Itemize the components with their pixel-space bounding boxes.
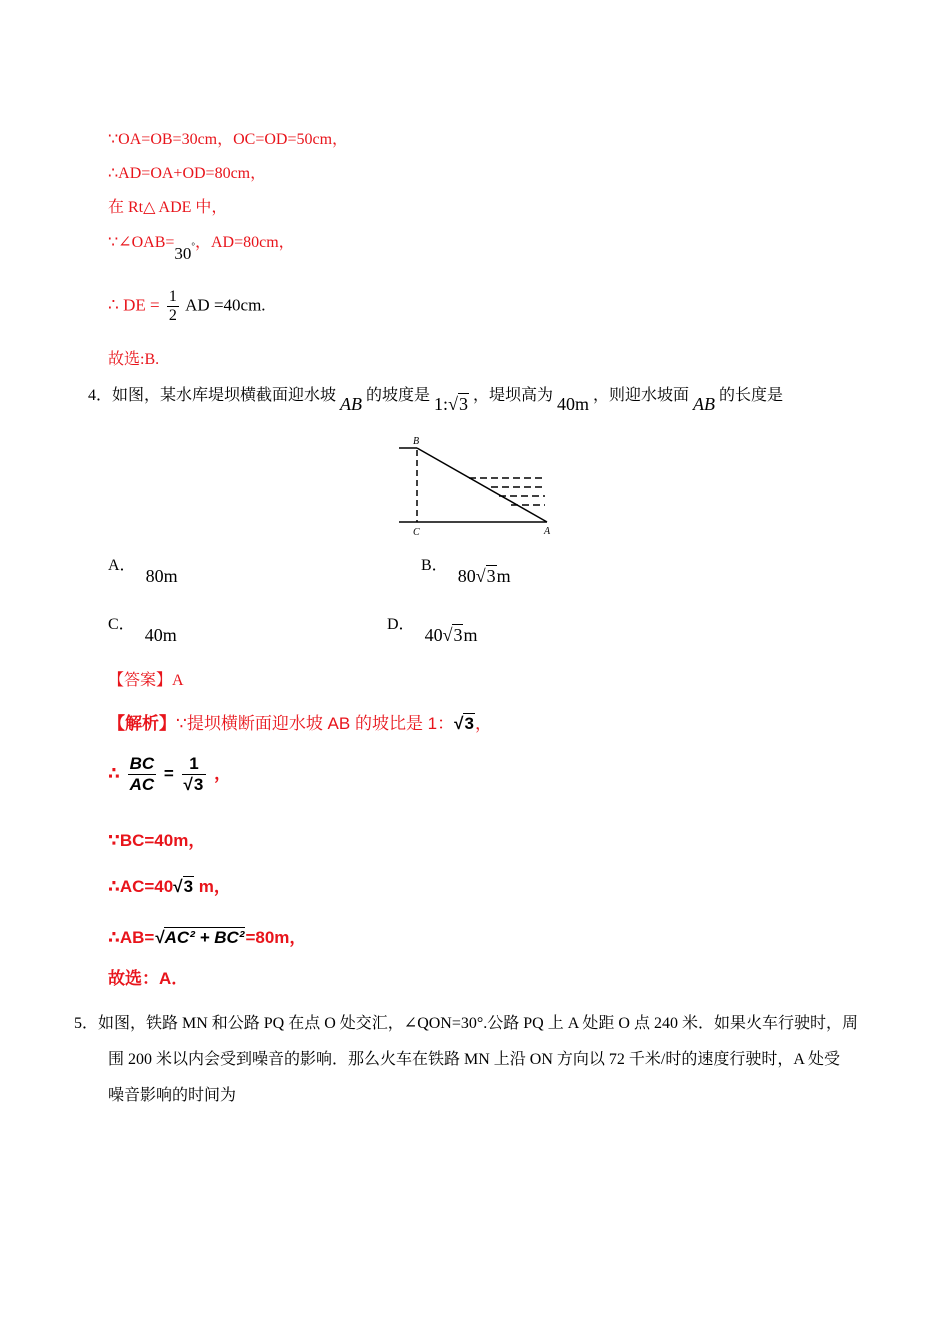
option-d[interactable] [387, 611, 478, 645]
segment-ab-2: AB [693, 394, 715, 414]
sqrt-three: √3 [454, 714, 474, 733]
dam-cross-section-figure [395, 430, 555, 540]
unit: m [496, 566, 511, 586]
question-5-line-1: 5．如图，铁路 MN 和公路 PQ 在点 O 处交汇，∠QON=30°.公路 PQ 上 A 处距 O 点 240 米．如果火车行驶时，周 [74, 1015, 858, 1032]
analysis-step-1 [108, 754, 231, 795]
ratio-prefix: 1: [434, 394, 449, 414]
numerator: BC [129, 754, 155, 773]
answer-line [108, 667, 184, 690]
analysis-step-2: ∵BC=40m， [108, 831, 206, 850]
option-a[interactable] [108, 552, 178, 586]
radicand: 3 [486, 566, 496, 586]
question-text-4: ，则迎水坡面 [592, 387, 689, 404]
analysis-text: ∵提坝横断面迎水坡 AB 的坡比是 1： [176, 714, 455, 733]
option-value: 40m [144, 625, 177, 645]
solution-line-3: 在 Rt△ ADE 中， [108, 199, 228, 216]
label-b: B [413, 436, 420, 447]
question-text-5: 的长度是 [719, 387, 784, 404]
therefore-de: ∴ DE = [108, 295, 160, 315]
radicand: 3 [193, 775, 204, 794]
solution-line-5 [108, 288, 266, 325]
therefore-symbol: ∴ [108, 763, 120, 783]
solution-line-2: ∴AD=OA+OD=80cm， [108, 165, 267, 182]
label-c: C [413, 527, 420, 538]
solution-line-4-b: ，AD=80cm， [195, 234, 295, 251]
unit: m [463, 625, 478, 645]
analysis-step-3 [108, 872, 231, 897]
numerator: 1 [189, 754, 199, 773]
denominator: √3 [182, 774, 207, 795]
coefficient: 80 [457, 566, 476, 586]
label-a: A [544, 526, 551, 537]
option-value: 80m [145, 566, 178, 586]
question-5-line-3: 噪音影响的时间为 [108, 1087, 237, 1104]
ad-40cm: AD =40cm. [185, 295, 266, 315]
solution-line-4-a: ∵∠OAB= [108, 234, 175, 251]
fraction-one-sqrt3 [182, 754, 207, 795]
ab-suffix: =80m， [245, 928, 307, 947]
ac-prefix: ∴AC=40 [108, 877, 174, 896]
analysis-conclusion: 故选：A． [108, 969, 189, 988]
option-letter: B． [421, 557, 448, 574]
sqrt-three: √3 [442, 625, 463, 645]
fraction-denominator: 2 [168, 307, 177, 324]
equals: = [163, 763, 174, 783]
slope-ab [417, 448, 547, 522]
water-surface [469, 478, 545, 505]
solution-conclusion: 故选:B. [108, 351, 160, 368]
coefficient: 40 [424, 625, 443, 645]
sqrt-three: √3 [475, 566, 496, 586]
question-text-1: 如图，某水库堤坝横截面迎水坡 [112, 387, 337, 404]
question-text-2: 的坡度是 [366, 387, 431, 404]
angle-value: 30 [174, 244, 192, 263]
question-5-line-2: 围 200 米以内会受到噪音的影响．那么火车在铁路 MN 上沿 ON 方向以 72 千米/时的速度行驶时，A 处受 [108, 1051, 841, 1068]
fraction-numerator: 1 [168, 288, 177, 305]
segment-ab: AB [340, 394, 363, 414]
radicand: 3 [183, 877, 194, 896]
solution-line-4 [108, 229, 295, 263]
option-letter: A． [108, 557, 136, 574]
radicand: 3 [453, 625, 463, 645]
radicand: 3 [464, 714, 474, 733]
question-4-stem [88, 382, 784, 414]
sqrt-three: √3 [173, 877, 194, 896]
step-end: ， [214, 763, 232, 783]
option-value [458, 566, 511, 586]
analysis-end: ， [474, 714, 492, 733]
slope-ratio [434, 394, 469, 414]
fraction-half [167, 288, 179, 325]
answer-label: 【答案】 [108, 672, 173, 689]
analysis-label: 【解析】 [108, 714, 176, 733]
option-c[interactable] [108, 611, 177, 645]
option-b[interactable] [421, 552, 511, 586]
analysis-step-4 [108, 923, 306, 948]
ab-prefix: ∴AB= [108, 928, 155, 947]
question-number: 4． [88, 387, 113, 404]
radicand: AC² + BC² [164, 928, 245, 947]
analysis-line [108, 709, 492, 734]
sqrt-three: √3 [448, 394, 468, 414]
fraction-bc-ac [128, 754, 157, 795]
answer-value: A [172, 672, 184, 689]
denominator: AC [129, 775, 155, 794]
degree-mark: ° [191, 240, 195, 251]
solution-line-1: ∵OA=OB=30cm，OC=OD=50cm， [108, 131, 349, 148]
option-value [425, 625, 478, 645]
option-letter: C． [108, 616, 135, 633]
radicand: 3 [458, 394, 468, 414]
question-text-3: ，堤坝高为 [472, 387, 553, 404]
ac-suffix: m， [194, 877, 231, 896]
sqrt-sum-squares: √AC² + BC² [154, 928, 245, 947]
dam-height: 40m [556, 394, 589, 414]
option-letter: D． [387, 616, 415, 633]
